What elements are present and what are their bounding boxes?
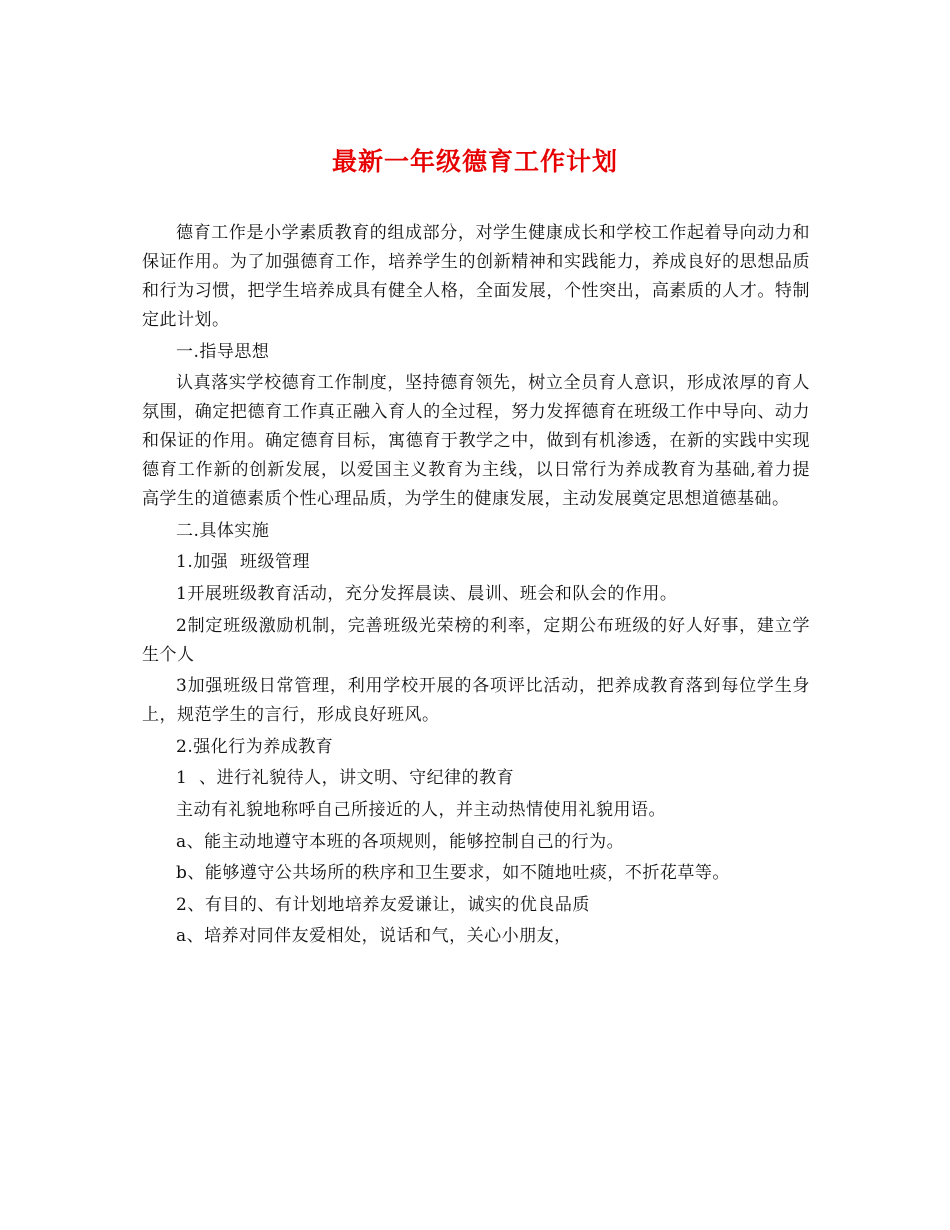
list-item-incentive-mechanism: 2制定班级激励机制，完善班级光荣榜的利率，定期公布班级的好人好事，建立学生个人 [142,615,810,665]
document-title: 最新一年级德育工作计划 [331,147,618,176]
document-body [142,219,810,954]
list-item-class-activities: 1开展班级教育活动，充分发挥晨读、晨训、班会和队会的作用。 [176,583,678,604]
list-item-friendship-honesty: 2、有目的、有计划地培养友爱谦让，诚实的优良品质 [176,894,590,915]
subheading-behavior-education: 2.强化行为养成教育 [176,736,334,757]
list-item-class-rules: a、能主动地遵守本班的各项规则，能够控制自己的行为。 [176,831,625,852]
paragraph-polite-greeting: 主动有礼貌地称呼自己所接近的人，并主动热情使用礼貌用语。 [176,799,666,820]
section-heading-guiding-ideology: 一.指导思想 [176,341,270,362]
list-item-peer-friendliness: a、培养对同伴友爱相处，说话和气，关心小朋友， [176,926,572,947]
paragraph-intro: 德育工作是小学素质教育的组成部分，对学生健康成长和学校工作起着导向动力和保证作用。为了加强德育工作，培养学生的创新精神和实践能力，养成良好的思想品质和行为习惯，把学生培养成具有健全人格，全面发展，个性突出，高素质的人才。特制定此计划。 [142,223,810,330]
list-item-daily-management: 3加强班级日常管理，利用学校开展的各项评比活动，把养成教育落到每位学生身上，规范学生的言行，形成良好班风。 [142,676,810,726]
paragraph-guiding-ideology: 认真落实学校德育工作制度，坚持德育领先，树立全员育人意识，形成浓厚的育人氛围，确定把德育工作真正融入育人的全过程，努力发挥德育在班级工作中导向、动力和保证的作用。确定德育目标，寓德育于教学之中，做到有机渗透，在新的实践中实现德育工作新的创新发展，以爱国主义教育为主线，以日常行为养成教育为基础,着力提高学生的道德素质个性心理品质，为学生的健康发展，主动发展奠定思想道德基础。 [142,373,810,510]
list-item-public-order: b、能够遵守公共场所的秩序和卫生要求，如不随地吐痰，不折花草等。 [176,863,730,884]
list-item-courtesy-education: 1 、进行礼貌待人，讲文明、守纪律的教育 [176,768,515,789]
subheading-class-management: 1.加强 班级管理 [176,552,311,573]
section-heading-implementation: 二.具体实施 [176,520,270,541]
